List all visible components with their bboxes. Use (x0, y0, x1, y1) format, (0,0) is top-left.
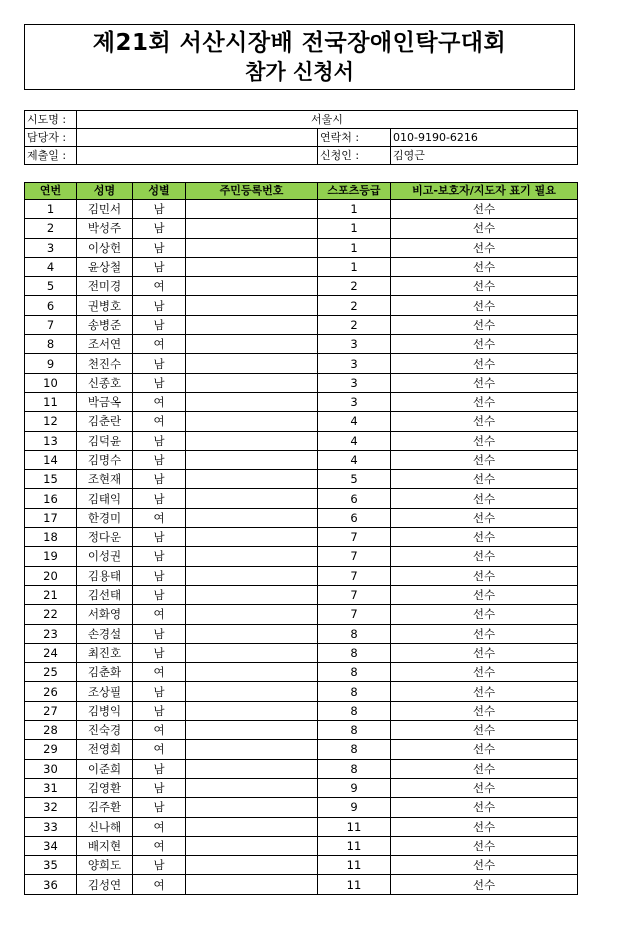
table-row (25, 547, 578, 566)
athlete-name-cell: 진숙경 (77, 721, 133, 740)
row-number-cell: 29 (25, 740, 77, 759)
sport-class-cell: 2 (318, 277, 391, 296)
athlete-name-cell: 조상필 (77, 682, 133, 701)
table-row (25, 470, 578, 489)
form-title: 제21회 서산시장배 전국장애인탁구대회 (92, 30, 507, 56)
table-row (25, 663, 578, 682)
remarks-cell: 선수 (391, 759, 578, 778)
date-label: 제출일 : (25, 147, 77, 165)
header-number: 연번 (25, 183, 77, 200)
remarks-cell: 선수 (391, 547, 578, 566)
row-number-cell: 20 (25, 566, 77, 585)
gender-cell: 남 (133, 219, 186, 238)
row-number-cell: 24 (25, 643, 77, 662)
resident-id-cell (186, 219, 318, 238)
row-number-cell: 13 (25, 431, 77, 450)
header-gender: 성별 (133, 183, 186, 200)
sport-class-cell: 3 (318, 335, 391, 354)
region-label: 시도명 : (25, 111, 77, 129)
row-number-cell: 33 (25, 817, 77, 836)
row-number-cell: 17 (25, 508, 77, 527)
header-remarks: 비고-보호자/지도자 표기 필요 (391, 183, 578, 200)
remarks-cell: 선수 (391, 412, 578, 431)
applicant-label: 신청인 : (318, 147, 391, 165)
resident-id-cell (186, 682, 318, 701)
table-row (25, 219, 578, 238)
athlete-name-cell: 김성연 (77, 875, 133, 894)
resident-id-cell (186, 238, 318, 257)
athlete-name-cell: 이준희 (77, 759, 133, 778)
table-row (25, 257, 578, 276)
remarks-cell: 선수 (391, 392, 578, 411)
gender-cell: 남 (133, 547, 186, 566)
row-number-cell: 1 (25, 200, 77, 219)
table-row (25, 489, 578, 508)
gender-cell: 여 (133, 277, 186, 296)
gender-cell: 여 (133, 605, 186, 624)
gender-cell: 남 (133, 315, 186, 334)
athlete-name-cell: 김태익 (77, 489, 133, 508)
gender-cell: 여 (133, 508, 186, 527)
row-number-cell: 26 (25, 682, 77, 701)
row-number-cell: 28 (25, 721, 77, 740)
sport-class-cell: 7 (318, 585, 391, 604)
header-name: 성명 (77, 183, 133, 200)
row-number-cell: 36 (25, 875, 77, 894)
gender-cell: 여 (133, 721, 186, 740)
remarks-cell: 선수 (391, 354, 578, 373)
form-subtitle: 참가 신청서 (245, 60, 354, 84)
resident-id-cell (186, 431, 318, 450)
athlete-name-cell: 양희도 (77, 856, 133, 875)
resident-id-cell (186, 335, 318, 354)
gender-cell: 남 (133, 778, 186, 797)
athlete-name-cell: 김용태 (77, 566, 133, 585)
gender-cell: 남 (133, 585, 186, 604)
gender-cell: 남 (133, 566, 186, 585)
remarks-cell: 선수 (391, 682, 578, 701)
sport-class-cell: 11 (318, 817, 391, 836)
athlete-name-cell: 김병익 (77, 701, 133, 720)
remarks-cell: 선수 (391, 778, 578, 797)
remarks-cell: 선수 (391, 663, 578, 682)
athlete-name-cell: 김영환 (77, 778, 133, 797)
athlete-name-cell: 한경미 (77, 508, 133, 527)
row-number-cell: 5 (25, 277, 77, 296)
sport-class-cell: 1 (318, 219, 391, 238)
row-number-cell: 8 (25, 335, 77, 354)
row-number-cell: 19 (25, 547, 77, 566)
resident-id-cell (186, 489, 318, 508)
sport-class-cell: 1 (318, 200, 391, 219)
table-row (25, 817, 578, 836)
resident-id-cell (186, 778, 318, 797)
remarks-cell: 선수 (391, 450, 578, 469)
row-number-cell: 9 (25, 354, 77, 373)
remarks-cell: 선수 (391, 624, 578, 643)
table-row (25, 624, 578, 643)
gender-cell: 남 (133, 759, 186, 778)
applicant-value: 김영근 (391, 147, 578, 165)
gender-cell: 남 (133, 682, 186, 701)
sport-class-cell: 8 (318, 682, 391, 701)
remarks-cell: 선수 (391, 721, 578, 740)
resident-id-cell (186, 508, 318, 527)
gender-cell: 남 (133, 470, 186, 489)
row-number-cell: 11 (25, 392, 77, 411)
gender-cell: 남 (133, 624, 186, 643)
sport-class-cell: 1 (318, 238, 391, 257)
resident-id-cell (186, 392, 318, 411)
gender-cell: 여 (133, 740, 186, 759)
remarks-cell: 선수 (391, 643, 578, 662)
row-number-cell: 25 (25, 663, 77, 682)
sport-class-cell: 7 (318, 605, 391, 624)
athlete-name-cell: 이상헌 (77, 238, 133, 257)
manager-value (77, 129, 318, 147)
table-row (25, 682, 578, 701)
row-number-cell: 16 (25, 489, 77, 508)
gender-cell: 남 (133, 238, 186, 257)
table-row (25, 373, 578, 392)
contact-label: 연락처 : (318, 129, 391, 147)
gender-cell: 여 (133, 817, 186, 836)
remarks-cell: 선수 (391, 277, 578, 296)
sport-class-cell: 6 (318, 508, 391, 527)
gender-cell: 남 (133, 856, 186, 875)
row-number-cell: 2 (25, 219, 77, 238)
resident-id-cell (186, 200, 318, 219)
sport-class-cell: 11 (318, 836, 391, 855)
athlete-name-cell: 천진수 (77, 354, 133, 373)
table-row (25, 585, 578, 604)
remarks-cell: 선수 (391, 238, 578, 257)
resident-id-cell (186, 836, 318, 855)
table-row (25, 354, 578, 373)
row-number-cell: 35 (25, 856, 77, 875)
remarks-cell: 선수 (391, 701, 578, 720)
sport-class-cell: 9 (318, 778, 391, 797)
table-row (25, 335, 578, 354)
gender-cell: 남 (133, 296, 186, 315)
remarks-cell: 선수 (391, 605, 578, 624)
table-row (25, 238, 578, 257)
sport-class-cell: 4 (318, 450, 391, 469)
row-number-cell: 34 (25, 836, 77, 855)
table-row (25, 605, 578, 624)
remarks-cell: 선수 (391, 257, 578, 276)
resident-id-cell (186, 373, 318, 392)
table-row (25, 721, 578, 740)
sport-class-cell: 3 (318, 373, 391, 392)
row-number-cell: 15 (25, 470, 77, 489)
table-row (25, 200, 578, 219)
resident-id-cell (186, 547, 318, 566)
remarks-cell: 선수 (391, 335, 578, 354)
row-number-cell: 6 (25, 296, 77, 315)
roster-body (25, 200, 578, 895)
resident-id-cell (186, 701, 318, 720)
sport-class-cell: 2 (318, 315, 391, 334)
gender-cell: 여 (133, 663, 186, 682)
gender-cell: 여 (133, 335, 186, 354)
row-number-cell: 22 (25, 605, 77, 624)
athlete-name-cell: 전미경 (77, 277, 133, 296)
gender-cell: 남 (133, 528, 186, 547)
table-row (25, 701, 578, 720)
sport-class-cell: 2 (318, 296, 391, 315)
gender-cell: 남 (133, 643, 186, 662)
row-number-cell: 7 (25, 315, 77, 334)
gender-cell: 여 (133, 836, 186, 855)
sport-class-cell: 4 (318, 412, 391, 431)
sport-class-cell: 1 (318, 257, 391, 276)
sport-class-cell: 7 (318, 566, 391, 585)
row-number-cell: 12 (25, 412, 77, 431)
remarks-cell: 선수 (391, 470, 578, 489)
resident-id-cell (186, 740, 318, 759)
remarks-cell: 선수 (391, 566, 578, 585)
sport-class-cell: 11 (318, 856, 391, 875)
table-row (25, 798, 578, 817)
sport-class-cell: 3 (318, 392, 391, 411)
athlete-name-cell: 박성주 (77, 219, 133, 238)
sport-class-cell: 8 (318, 701, 391, 720)
athlete-name-cell: 정다운 (77, 528, 133, 547)
resident-id-cell (186, 277, 318, 296)
resident-id-cell (186, 528, 318, 547)
resident-id-cell (186, 624, 318, 643)
remarks-cell: 선수 (391, 528, 578, 547)
table-row (25, 528, 578, 547)
remarks-cell: 선수 (391, 508, 578, 527)
athlete-name-cell: 전영희 (77, 740, 133, 759)
row-number-cell: 32 (25, 798, 77, 817)
table-row (25, 740, 578, 759)
athlete-name-cell: 서화영 (77, 605, 133, 624)
table-row (25, 856, 578, 875)
table-row (25, 836, 578, 855)
row-number-cell: 21 (25, 585, 77, 604)
athlete-name-cell: 김명수 (77, 450, 133, 469)
athlete-name-cell: 신나해 (77, 817, 133, 836)
table-row (25, 431, 578, 450)
sport-class-cell: 8 (318, 643, 391, 662)
athlete-name-cell: 배지현 (77, 836, 133, 855)
resident-id-cell (186, 663, 318, 682)
header-resident-id: 주민등록번호 (186, 183, 318, 200)
athlete-name-cell: 손경설 (77, 624, 133, 643)
roster-table (24, 182, 578, 895)
row-number-cell: 23 (25, 624, 77, 643)
sport-class-cell: 6 (318, 489, 391, 508)
sport-class-cell: 8 (318, 663, 391, 682)
gender-cell: 남 (133, 489, 186, 508)
athlete-name-cell: 송병준 (77, 315, 133, 334)
remarks-cell: 선수 (391, 219, 578, 238)
region-value: 서울시 (77, 111, 578, 129)
gender-cell: 남 (133, 354, 186, 373)
remarks-cell: 선수 (391, 817, 578, 836)
resident-id-cell (186, 721, 318, 740)
resident-id-cell (186, 856, 318, 875)
gender-cell: 여 (133, 412, 186, 431)
remarks-cell: 선수 (391, 489, 578, 508)
roster-header-row (25, 183, 578, 200)
athlete-name-cell: 권병호 (77, 296, 133, 315)
sport-class-cell: 4 (318, 431, 391, 450)
remarks-cell: 선수 (391, 200, 578, 219)
remarks-cell: 선수 (391, 431, 578, 450)
sport-class-cell: 7 (318, 547, 391, 566)
table-row (25, 277, 578, 296)
date-value (77, 147, 318, 165)
sport-class-cell: 7 (318, 528, 391, 547)
row-number-cell: 3 (25, 238, 77, 257)
sport-class-cell: 3 (318, 354, 391, 373)
sport-class-cell: 8 (318, 740, 391, 759)
table-row (25, 315, 578, 334)
table-row (25, 508, 578, 527)
form-title-box (24, 24, 575, 90)
gender-cell: 남 (133, 257, 186, 276)
athlete-name-cell: 김춘란 (77, 412, 133, 431)
remarks-cell: 선수 (391, 296, 578, 315)
athlete-name-cell: 박금옥 (77, 392, 133, 411)
gender-cell: 남 (133, 798, 186, 817)
gender-cell: 남 (133, 431, 186, 450)
manager-label: 담당자 : (25, 129, 77, 147)
table-row (25, 643, 578, 662)
table-row (25, 450, 578, 469)
sport-class-cell: 5 (318, 470, 391, 489)
resident-id-cell (186, 257, 318, 276)
row-number-cell: 4 (25, 257, 77, 276)
gender-cell: 여 (133, 875, 186, 894)
athlete-name-cell: 조현재 (77, 470, 133, 489)
table-row (25, 778, 578, 797)
row-number-cell: 14 (25, 450, 77, 469)
resident-id-cell (186, 566, 318, 585)
gender-cell: 여 (133, 392, 186, 411)
athlete-name-cell: 신종호 (77, 373, 133, 392)
athlete-name-cell: 김주환 (77, 798, 133, 817)
resident-id-cell (186, 798, 318, 817)
resident-id-cell (186, 817, 318, 836)
row-number-cell: 31 (25, 778, 77, 797)
table-row (25, 296, 578, 315)
gender-cell: 남 (133, 200, 186, 219)
sport-class-cell: 8 (318, 759, 391, 778)
athlete-name-cell: 김선태 (77, 585, 133, 604)
athlete-name-cell: 이성권 (77, 547, 133, 566)
athlete-name-cell: 윤상철 (77, 257, 133, 276)
athlete-name-cell: 조서연 (77, 335, 133, 354)
row-number-cell: 27 (25, 701, 77, 720)
gender-cell: 남 (133, 373, 186, 392)
remarks-cell: 선수 (391, 856, 578, 875)
sport-class-cell: 8 (318, 624, 391, 643)
table-row (25, 566, 578, 585)
remarks-cell: 선수 (391, 315, 578, 334)
row-number-cell: 18 (25, 528, 77, 547)
athlete-name-cell: 김춘화 (77, 663, 133, 682)
resident-id-cell (186, 470, 318, 489)
gender-cell: 남 (133, 450, 186, 469)
resident-id-cell (186, 875, 318, 894)
gender-cell: 남 (133, 701, 186, 720)
table-row (25, 392, 578, 411)
remarks-cell: 선수 (391, 836, 578, 855)
remarks-cell: 선수 (391, 798, 578, 817)
resident-id-cell (186, 643, 318, 662)
athlete-name-cell: 김민서 (77, 200, 133, 219)
resident-id-cell (186, 354, 318, 373)
resident-id-cell (186, 296, 318, 315)
athlete-name-cell: 최진호 (77, 643, 133, 662)
remarks-cell: 선수 (391, 875, 578, 894)
info-table (24, 110, 578, 165)
sport-class-cell: 11 (318, 875, 391, 894)
sport-class-cell: 9 (318, 798, 391, 817)
contact-value: 010-9190-6216 (391, 129, 578, 147)
row-number-cell: 30 (25, 759, 77, 778)
resident-id-cell (186, 759, 318, 778)
header-sport-class: 스포츠등급 (318, 183, 391, 200)
athlete-name-cell: 김덕윤 (77, 431, 133, 450)
remarks-cell: 선수 (391, 585, 578, 604)
table-row (25, 412, 578, 431)
resident-id-cell (186, 315, 318, 334)
resident-id-cell (186, 412, 318, 431)
row-number-cell: 10 (25, 373, 77, 392)
remarks-cell: 선수 (391, 373, 578, 392)
resident-id-cell (186, 450, 318, 469)
sport-class-cell: 8 (318, 721, 391, 740)
resident-id-cell (186, 585, 318, 604)
table-row (25, 875, 578, 894)
remarks-cell: 선수 (391, 740, 578, 759)
resident-id-cell (186, 605, 318, 624)
table-row (25, 759, 578, 778)
